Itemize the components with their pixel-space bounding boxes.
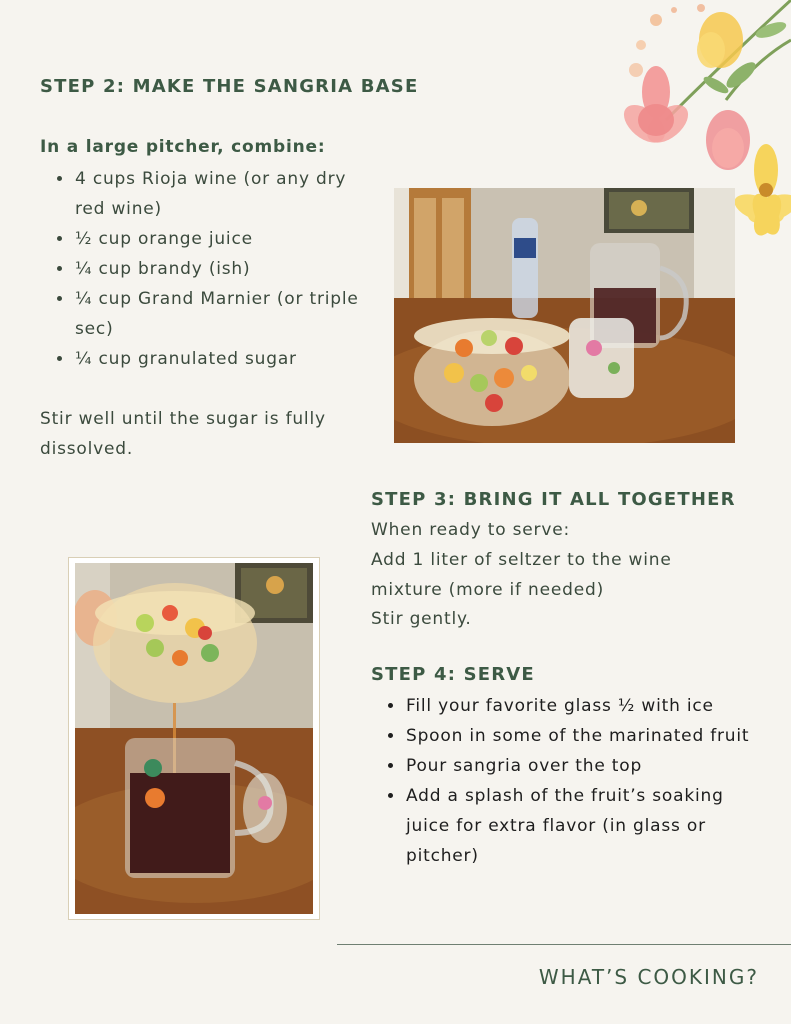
ingredient-item: 4 cups Rioja wine (or any dry red wine) [55, 164, 365, 224]
serve-item: Fill your favorite glass ½ with ice [386, 691, 756, 721]
step3-line-seltzer: Add 1 liter of seltzer to the wine mixture (more if needed) [371, 550, 672, 600]
footer-divider [337, 944, 791, 945]
step2-note: Stir well until the sugar is fully dissolved. [40, 409, 326, 459]
step4-title: STEP 4: SERVE [371, 664, 535, 685]
step2-title: STEP 2: MAKE THE SANGRIA BASE [40, 76, 419, 97]
sangria-prep-illustration [394, 188, 735, 443]
serve-item: Spoon in some of the marinated fruit [386, 721, 756, 751]
ingredient-item: ¼ cup brandy (ish) [55, 254, 365, 284]
pouring-sangria-photo [75, 563, 313, 914]
serve-item: Pour sangria over the top [386, 751, 756, 781]
pouring-illustration [75, 563, 313, 914]
step3-line-stir: Stir gently. [371, 609, 472, 629]
footer-text: WHAT’S COOKING? [538, 965, 759, 989]
ingredient-item: ½ cup orange juice [55, 224, 365, 254]
sangria-prep-photo [394, 188, 735, 443]
serve-item: Add a splash of the fruit’s soaking juice for extra flavor (in glass or pitcher) [386, 781, 756, 871]
ingredient-list [55, 164, 365, 374]
step3-title: STEP 3: BRING IT ALL TOGETHER [371, 489, 736, 510]
step3-line-serve: When ready to serve: [371, 520, 570, 540]
serve-list [386, 691, 756, 871]
ingredient-item: ¼ cup Grand Marnier (or triple sec) [55, 284, 365, 344]
ingredient-item: ¼ cup granulated sugar [55, 344, 365, 374]
step2-subtitle: In a large pitcher, combine: [40, 137, 326, 157]
